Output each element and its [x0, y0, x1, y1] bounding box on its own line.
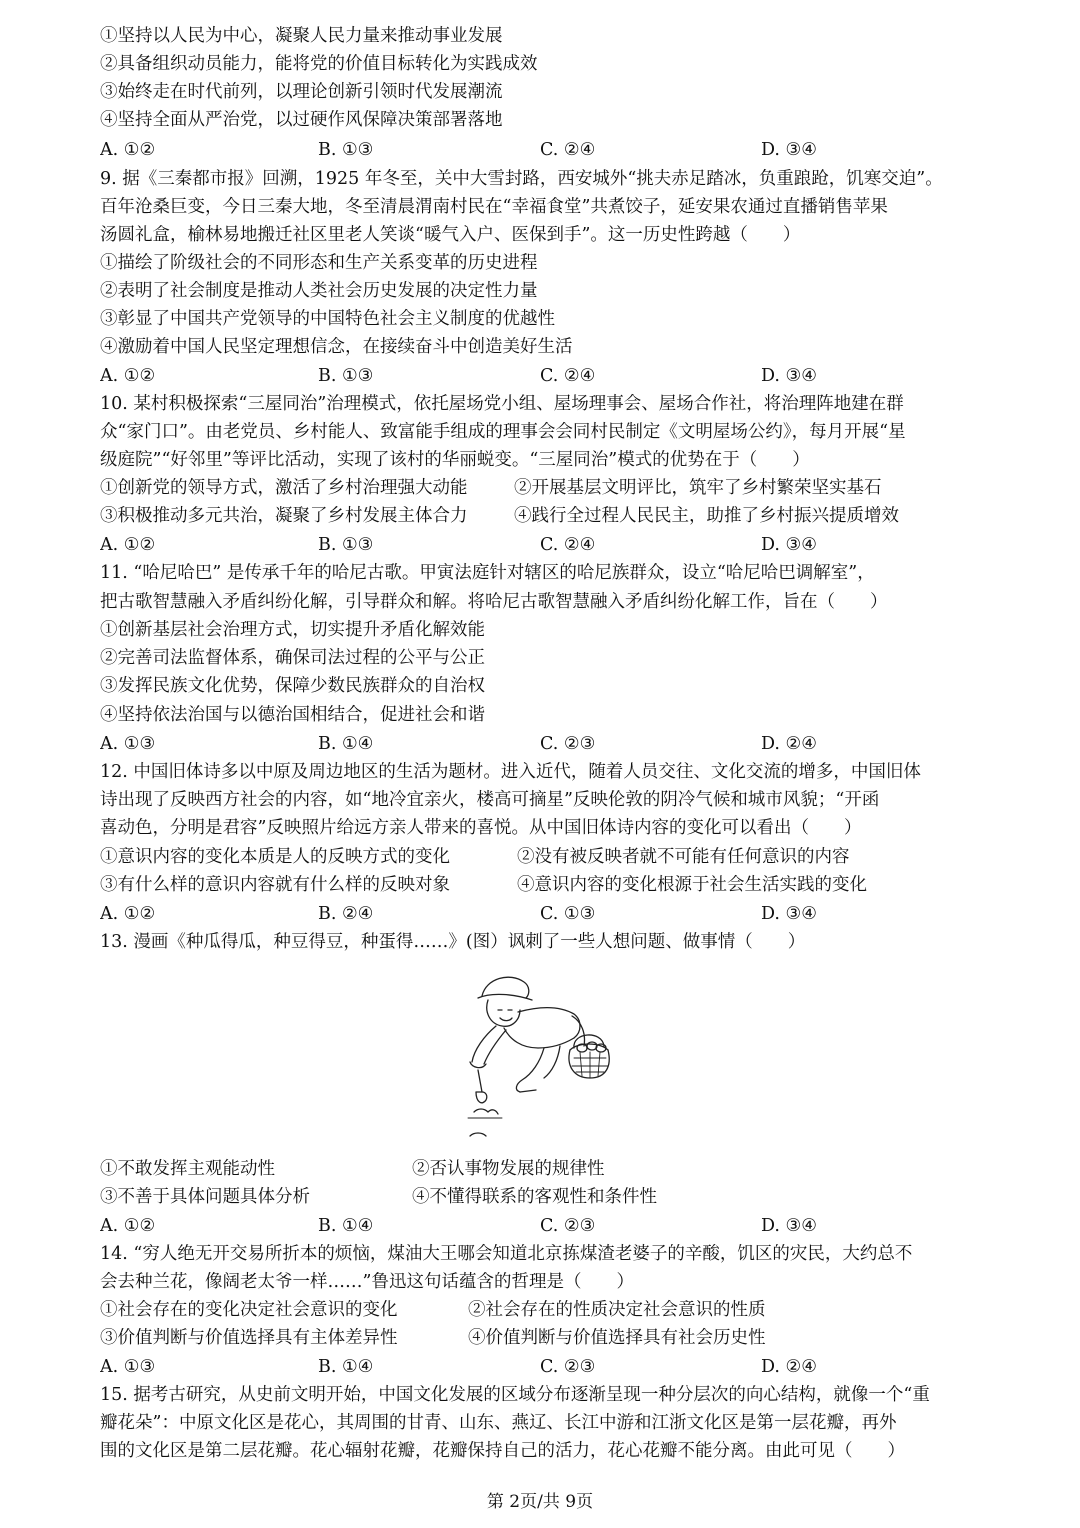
q8-option-b: B. ①③ [318, 140, 374, 160]
q15-stem-line-3: 围的文化区是第二层花瓣。花心辐射花瓣，花瓣保持自己的活力，花心花瓣不能分离。由此可见（ ） [100, 1441, 905, 1461]
q10-stem-line-1: 10. 某村积极探索“三屋同治”治理模式，依托屋场党小组、屋场理事会、屋场合作社，将治理阵地建在群 [100, 394, 904, 414]
q9-options [100, 362, 990, 390]
q11-statement-2: ②完善司法监督体系，确保司法过程的公平与公正 [100, 648, 485, 668]
q11-option-b: B. ①④ [318, 734, 374, 754]
cartoon-trowel [478, 1070, 482, 1092]
q10-statement-row-2 [100, 502, 990, 530]
q12-statement-3: ③有什么样的意识内容就有什么样的反映对象 [100, 875, 450, 895]
q9-stem-line-1: 9. 据《三秦都市报》回溯，1925 年冬至，关中大雪封路，西安城外“挑夫赤足踏冰，负重踉跄，饥寒交迫”。 [100, 169, 943, 189]
q10-option-b: B. ①③ [318, 535, 374, 555]
q13-stem: 13. 漫画《种瓜得瓜，种豆得豆，种蛋得……》(图）讽刺了一些人想问题、做事情（ ） [100, 932, 806, 952]
q9-statement-4: ④激励着中国人民坚定理想信念，在接续奋斗中创造美好生活 [100, 337, 573, 357]
q9-statement-3: ③彰显了中国共产党领导的中国特色社会主义制度的优越性 [100, 309, 555, 329]
cartoon-right-arm [572, 1016, 585, 1046]
cartoon-legs [516, 1048, 544, 1092]
q8-statement-1: ①坚持以人民为中心，凝聚人民力量来推动事业发展 [100, 26, 503, 46]
q11-statement-1: ①创新基层社会治理方式，切实提升矛盾化解效能 [100, 620, 485, 640]
q11-option-a: A. ①③ [100, 734, 156, 754]
cartoon-basket [569, 1050, 609, 1078]
q14-statement-3: ③价值判断与价值选择具有主体差异性 [100, 1328, 398, 1348]
q8-statement-2: ②具备组织动员能力，能将党的价值目标转化为实践成效 [100, 54, 538, 74]
q9-stem-line-3: 汤圆礼盒，榆林易地搬迁社区里老人笑谈“暖气入户、医保到手”。这一历史性跨越（ ） [100, 225, 801, 245]
q11-option-c: C. ②③ [540, 734, 596, 754]
cartoon-soil [474, 1109, 498, 1114]
q13-statement-2: ②否认事物发展的规律性 [412, 1159, 605, 1179]
q12-statement-4: ④意识内容的变化根源于社会生活实践的变化 [517, 875, 867, 895]
q10-statement-3: ③积极推动多元共治，凝聚了乡村发展主体合力 [100, 506, 468, 526]
page-number: 第 2页/共 9页 [486, 1492, 594, 1512]
q10-option-c: C. ②④ [540, 535, 596, 555]
q14-option-a: A. ①③ [100, 1357, 156, 1377]
q12-options [100, 900, 990, 928]
q11-stem-line-1: 11. “哈尼哈巴” 是传承千年的哈尼古歌。甲寅法庭针对辖区的哈尼族群众，设立“哈尼哈巴调解室”， [100, 563, 875, 583]
q10-stem-line-2: 众“家门口”。由老党员、乡村能人、致富能手组成的理事会会同村民制定《文明屋场公约》，每月开展“星 [100, 422, 906, 442]
q13-statement-1: ①不敢发挥主观能动性 [100, 1159, 275, 1179]
q8-option-c: C. ②④ [540, 140, 596, 160]
q10-stem-line-3: 级庭院”“好邻里”等评比活动，实现了该村的华丽蜕变。“三屋同治”模式的优势在于（ ） [100, 450, 810, 470]
q9-stem-line-2: 百年沧桑巨变，今日三秦大地，冬至清晨渭南村民在“幸福食堂”共煮饺子，延安果农通过直播销售苹果 [100, 197, 888, 217]
q10-option-a: A. ①② [100, 535, 156, 555]
q14-option-d: D. ②④ [761, 1357, 817, 1377]
q9-option-d: D. ③④ [761, 366, 817, 386]
q14-options [100, 1353, 990, 1381]
q14-statement-1: ①社会存在的变化决定社会意识的变化 [100, 1300, 398, 1320]
q9-option-a: A. ①② [100, 366, 156, 386]
cartoon-left-arm [472, 1026, 496, 1062]
q9-statement-2: ②表明了社会制度是推动人类社会历史发展的决定性力量 [100, 281, 538, 301]
q12-option-d: D. ③④ [761, 904, 817, 924]
q14-statement-row-2 [100, 1324, 990, 1352]
q10-statement-4: ④践行全过程人民民主，助推了乡村振兴提质增效 [514, 506, 899, 526]
q13-statement-row-2 [100, 1183, 990, 1211]
q10-statement-1: ①创新党的领导方式，激活了乡村治理强大动能 [100, 478, 468, 498]
q14-stem-line-1: 14. “穷人绝无开交易所折本的烦恼，煤油大王哪会知道北京拣煤渣老婆子的辛酸，饥区的灾民，大约总不 [100, 1244, 913, 1264]
q13-option-c: C. ②③ [540, 1216, 596, 1236]
q11-stem-line-2: 把古歌智慧融入矛盾纠纷化解，引导群众和解。将哈尼古歌智慧融入矛盾纠纷化解工作，旨在（ ） [100, 592, 888, 612]
q13-statement-3: ③不善于具体问题具体分析 [100, 1187, 310, 1207]
q8-statement-3: ③始终走在时代前列，以理论创新引领时代发展潮流 [100, 82, 503, 102]
q10-statement-2: ②开展基层文明评比，筑牢了乡村繁荣坚实基石 [514, 478, 882, 498]
q11-options [100, 730, 990, 758]
q14-option-c: C. ②③ [540, 1357, 596, 1377]
q14-option-b: B. ①④ [318, 1357, 374, 1377]
q9-statement-1: ①描绘了阶级社会的不同形态和生产关系变革的历史进程 [100, 253, 538, 273]
q8-option-a: A. ①② [100, 140, 156, 160]
q12-option-b: B. ②④ [318, 904, 374, 924]
q11-option-d: D. ②④ [761, 734, 817, 754]
q13-option-a: A. ①② [100, 1216, 156, 1236]
q13-statement-4: ④不懂得联系的客观性和条件性 [412, 1187, 657, 1207]
q12-statement-row-1 [100, 843, 990, 871]
q14-statement-2: ②社会存在的性质决定社会意识的性质 [468, 1300, 766, 1320]
q9-option-b: B. ①③ [318, 366, 374, 386]
cartoon-head [487, 1000, 520, 1026]
q12-statement-1: ①意识内容的变化本质是人的反映方式的变化 [100, 847, 450, 867]
q10-statement-row-1 [100, 474, 990, 502]
q10-options [100, 531, 990, 559]
q12-statement-2: ②没有被反映者就不可能有任何意识的内容 [517, 847, 850, 867]
cartoon-illustration [448, 966, 628, 1146]
q14-stem-line-2: 会去种兰花，像阔老太爷一样……”鲁迅这句话蕴含的哲理是（ ） [100, 1272, 634, 1292]
q13-option-b: B. ①④ [318, 1216, 374, 1236]
cartoon-torso [518, 1008, 580, 1038]
q13-statement-row-1 [100, 1155, 990, 1183]
q15-stem-line-1: 15. 据考古研究，从史前文明开始，中国文化发展的区域分布逐渐呈现一种分层次的向心结构，就像一个“重 [100, 1385, 930, 1405]
q14-statement-row-1 [100, 1296, 990, 1324]
q10-option-d: D. ③④ [761, 535, 817, 555]
q11-statement-4: ④坚持依法治国与以德治国相结合，促进社会和谐 [100, 705, 485, 725]
q12-statement-row-2 [100, 871, 990, 899]
q12-stem-line-1: 12. 中国旧体诗多以中原及周边地区的生活为题材。进入近代，随着人员交往、文化交流的增多，中国旧体 [100, 762, 921, 782]
q11-statement-3: ③发挥民族文化优势，保障少数民族群众的自治权 [100, 676, 485, 696]
q13-options [100, 1212, 990, 1240]
q14-statement-4: ④价值判断与价值选择具有社会历史性 [468, 1328, 766, 1348]
q13-option-d: D. ③④ [761, 1216, 817, 1236]
q8-option-d: D. ③④ [761, 140, 817, 160]
q12-stem-line-3: 喜动色，分明是君容”反映照片给远方亲人带来的喜悦。从中国旧体诗内容的变化可以看出（ ） [100, 818, 862, 838]
q12-option-c: C. ①③ [540, 904, 596, 924]
q8-options [100, 136, 990, 164]
q9-option-c: C. ②④ [540, 366, 596, 386]
q12-stem-line-2: 诗出现了反映西方社会的内容，如“地冷宜亲火，楼高可摘星”反映伦敦的阴冷气候和城市风貌；“开函 [100, 790, 880, 810]
q12-option-a: A. ①② [100, 904, 156, 924]
q8-statement-4: ④坚持全面从严治党，以过硬作风保障决策部署落地 [100, 110, 503, 130]
q15-stem-line-2: 瓣花朵”：中原文化区是花心，其周围的甘青、山东、燕辽、长江中游和江浙文化区是第一层花瓣，再外 [100, 1413, 897, 1433]
